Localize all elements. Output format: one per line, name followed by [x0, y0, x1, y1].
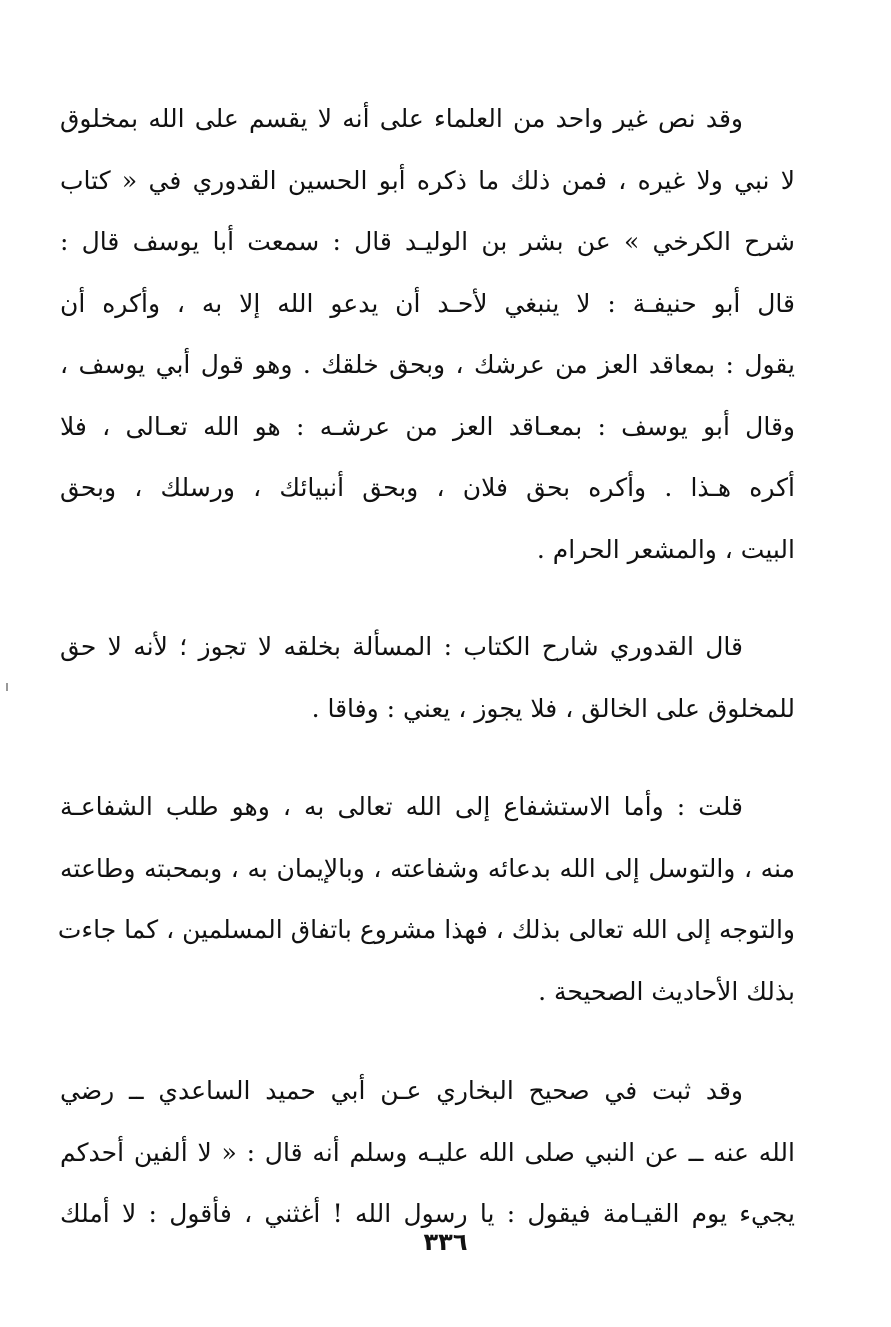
- text-line: وقد ثبت في صحيح البخاري عـن أبي حميد الساعدي ــ رضي: [60, 1076, 743, 1105]
- text-line: الله عنه ــ عن النبي صلى الله عليـه وسلم أنه قال : « لا ألفين أحدكم: [60, 1137, 795, 1167]
- text-line: قلت : وأما الاستشفاع إلى الله تعالى به ، وهو طلب الشفاعـة: [60, 792, 743, 821]
- text-line: قال القدوري شارح الكتاب : المسألة بخلقه لا تجوز ؛ لأنه لا حق: [60, 632, 743, 661]
- text-line: البيت ، والمشعر الحرام .: [536, 534, 795, 564]
- paragraph-3: [57, 776, 795, 1022]
- text-line: منه ، والتوسل إلى الله بدعائه وشفاعته ، وبالإيمان به ، وبمحبته وطاعته: [60, 853, 795, 883]
- text-line: شرح الكرخي » عن بشر بن الوليـد قال : سمعت أبا يوسف قال :: [60, 227, 795, 256]
- text-line: والتوجه إلى الله تعالى بذلك ، فهذا مشروع باتفاق المسلمين ، كما جاءت: [57, 915, 795, 944]
- text-line: بذلك الأحاديث الصحيحة .: [538, 976, 795, 1006]
- text-line: لا نبي ولا غيره ، فمن ذلك ما ذكره أبو الحسين القدوري في « كتاب: [60, 165, 795, 195]
- text-line: يجيء يوم القيـامة فيقول : يا رسول الله ! أغثني ، فأقول : لا أملك: [60, 1199, 795, 1228]
- paragraph-2: [60, 616, 795, 739]
- text-line: وقال أبو يوسف : بمعـاقد العز من عرشـه : هو الله تعـالى ، فلا: [60, 411, 795, 441]
- text-line: يقول : بمعاقد العز من عرشك ، وبحق خلقك . وهو قول أبي يوسف ،: [60, 350, 795, 379]
- text-line: أكره هـذا . وأكره بحق فلان ، وبحق أنبيائك ، ورسلك ، وبحق: [60, 473, 795, 502]
- paragraph-1: [60, 88, 795, 580]
- text-line: قال أبو حنيفـة : لا ينبغي لأحـد أن يدعو الله إلا به ، وأكره أن: [60, 288, 795, 318]
- paragraph-4: [60, 1060, 795, 1245]
- page-number: ٣٣٦: [423, 1228, 468, 1256]
- page-body: [57, 88, 795, 1245]
- margin-mark: [6, 683, 8, 691]
- text-line: للمخلوق على الخالق ، فلا يجوز ، يعني : وفاقا .: [311, 693, 795, 723]
- text-line: وقد نص غير واحد من العلماء على أنه لا يقسم على الله بمخلوق: [60, 104, 743, 133]
